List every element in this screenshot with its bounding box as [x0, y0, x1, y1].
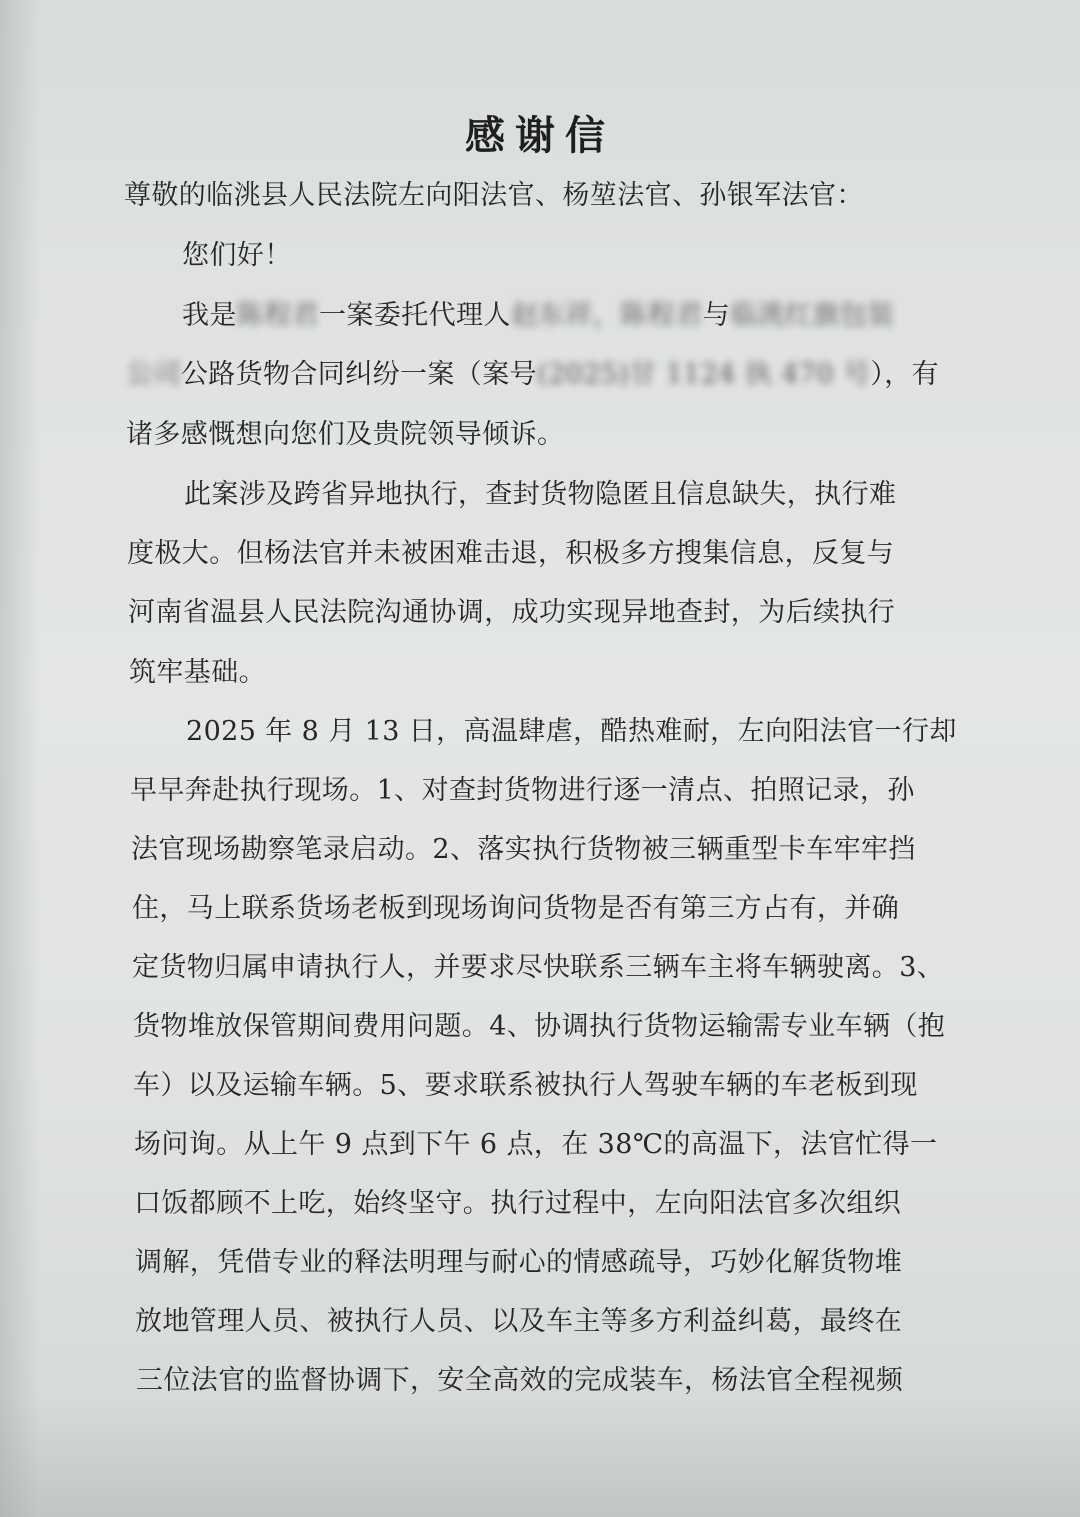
p1-text: 一案委托代理人: [319, 300, 511, 331]
redacted-company: 临洮红旗包装: [730, 300, 895, 331]
salutation: 尊敬的临洮县人民法院左向阳法官、杨堃法官、孙银军法官：: [124, 180, 864, 211]
p2-line: 河南省温县人民法院沟通协调，成功实现异地查封，为后续执行: [128, 597, 896, 628]
redacted-name: 赵东祥，陈程君: [510, 300, 703, 331]
p3-line: 法官现场勘察笔录启动。2、落实执行货物被三辆重型卡车牢牢挡: [131, 834, 916, 865]
page-shadow-left: [0, 0, 40, 1517]
p3-line: 三位法官的监督协调下，安全高效的完成装车，杨法官全程视频: [136, 1365, 904, 1396]
p1-line-1: [182, 298, 894, 334]
redacted-company: 公司: [126, 359, 181, 390]
letter-title: 感谢信: [465, 112, 615, 159]
p1-text: 与: [702, 300, 731, 331]
p3-line: 口饭都顾不上吃，始终坚守。执行过程中，左向阳法官多次组织: [134, 1188, 902, 1219]
p3-line: 场问询。从上午 9 点到下午 6 点，在 38℃的高温下，法官忙得一: [134, 1129, 938, 1160]
greeting: 您们好！: [182, 240, 292, 271]
p3-line: 住，马上联系货场老板到现场询问货物是否有第三方占有，并确: [132, 893, 900, 924]
redacted-case-number: (2025)甘 1124 执 470 号: [537, 359, 871, 390]
p1-line-2: [126, 357, 939, 393]
redacted-name: 陈程君: [236, 300, 320, 331]
p1-line-3: 诸多感慨想向您们及贵院领导倾诉。: [126, 419, 565, 450]
p3-line: 货物堆放保管期间费用问题。4、协调执行货物运输需专业车辆（抱: [133, 1011, 946, 1042]
p1-text: 公路货物合同纠纷一案（案号: [180, 359, 538, 390]
page-shadow-bottom: [0, 1397, 1080, 1517]
p3-line: 调解，凭借专业的释法明理与耐心的情感疏导，巧妙化解货物堆: [135, 1247, 903, 1278]
p3-line: 早早奔赴执行现场。1、对查封货物进行逐一清点、拍照记录，孙: [130, 775, 915, 806]
p3-line: 2025 年 8 月 13 日，高温肆虐，酷热难耐，左向阳法官一行却: [186, 716, 957, 747]
p3-line: 定货物归属申请执行人，并要求尽快联系三辆车主将车辆驶离。3、: [132, 952, 945, 983]
p2-line: 筑牢基础。: [129, 657, 266, 688]
p2-line: 度极大。但杨法官并未被困难击退，积极多方搜集信息，反复与: [127, 538, 895, 569]
p3-line: 放地管理人员、被执行人员、以及车主等多方利益纠葛，最终在: [135, 1306, 903, 1337]
p1-text: ），有: [870, 359, 940, 390]
p2-line: 此案涉及跨省异地执行，查封货物隐匿且信息缺失，执行难: [184, 479, 897, 510]
p3-line: 车）以及运输车辆。5、要求联系被执行人驾驶车辆的车老板到现: [133, 1070, 918, 1101]
p1-text: 我是: [182, 300, 237, 331]
